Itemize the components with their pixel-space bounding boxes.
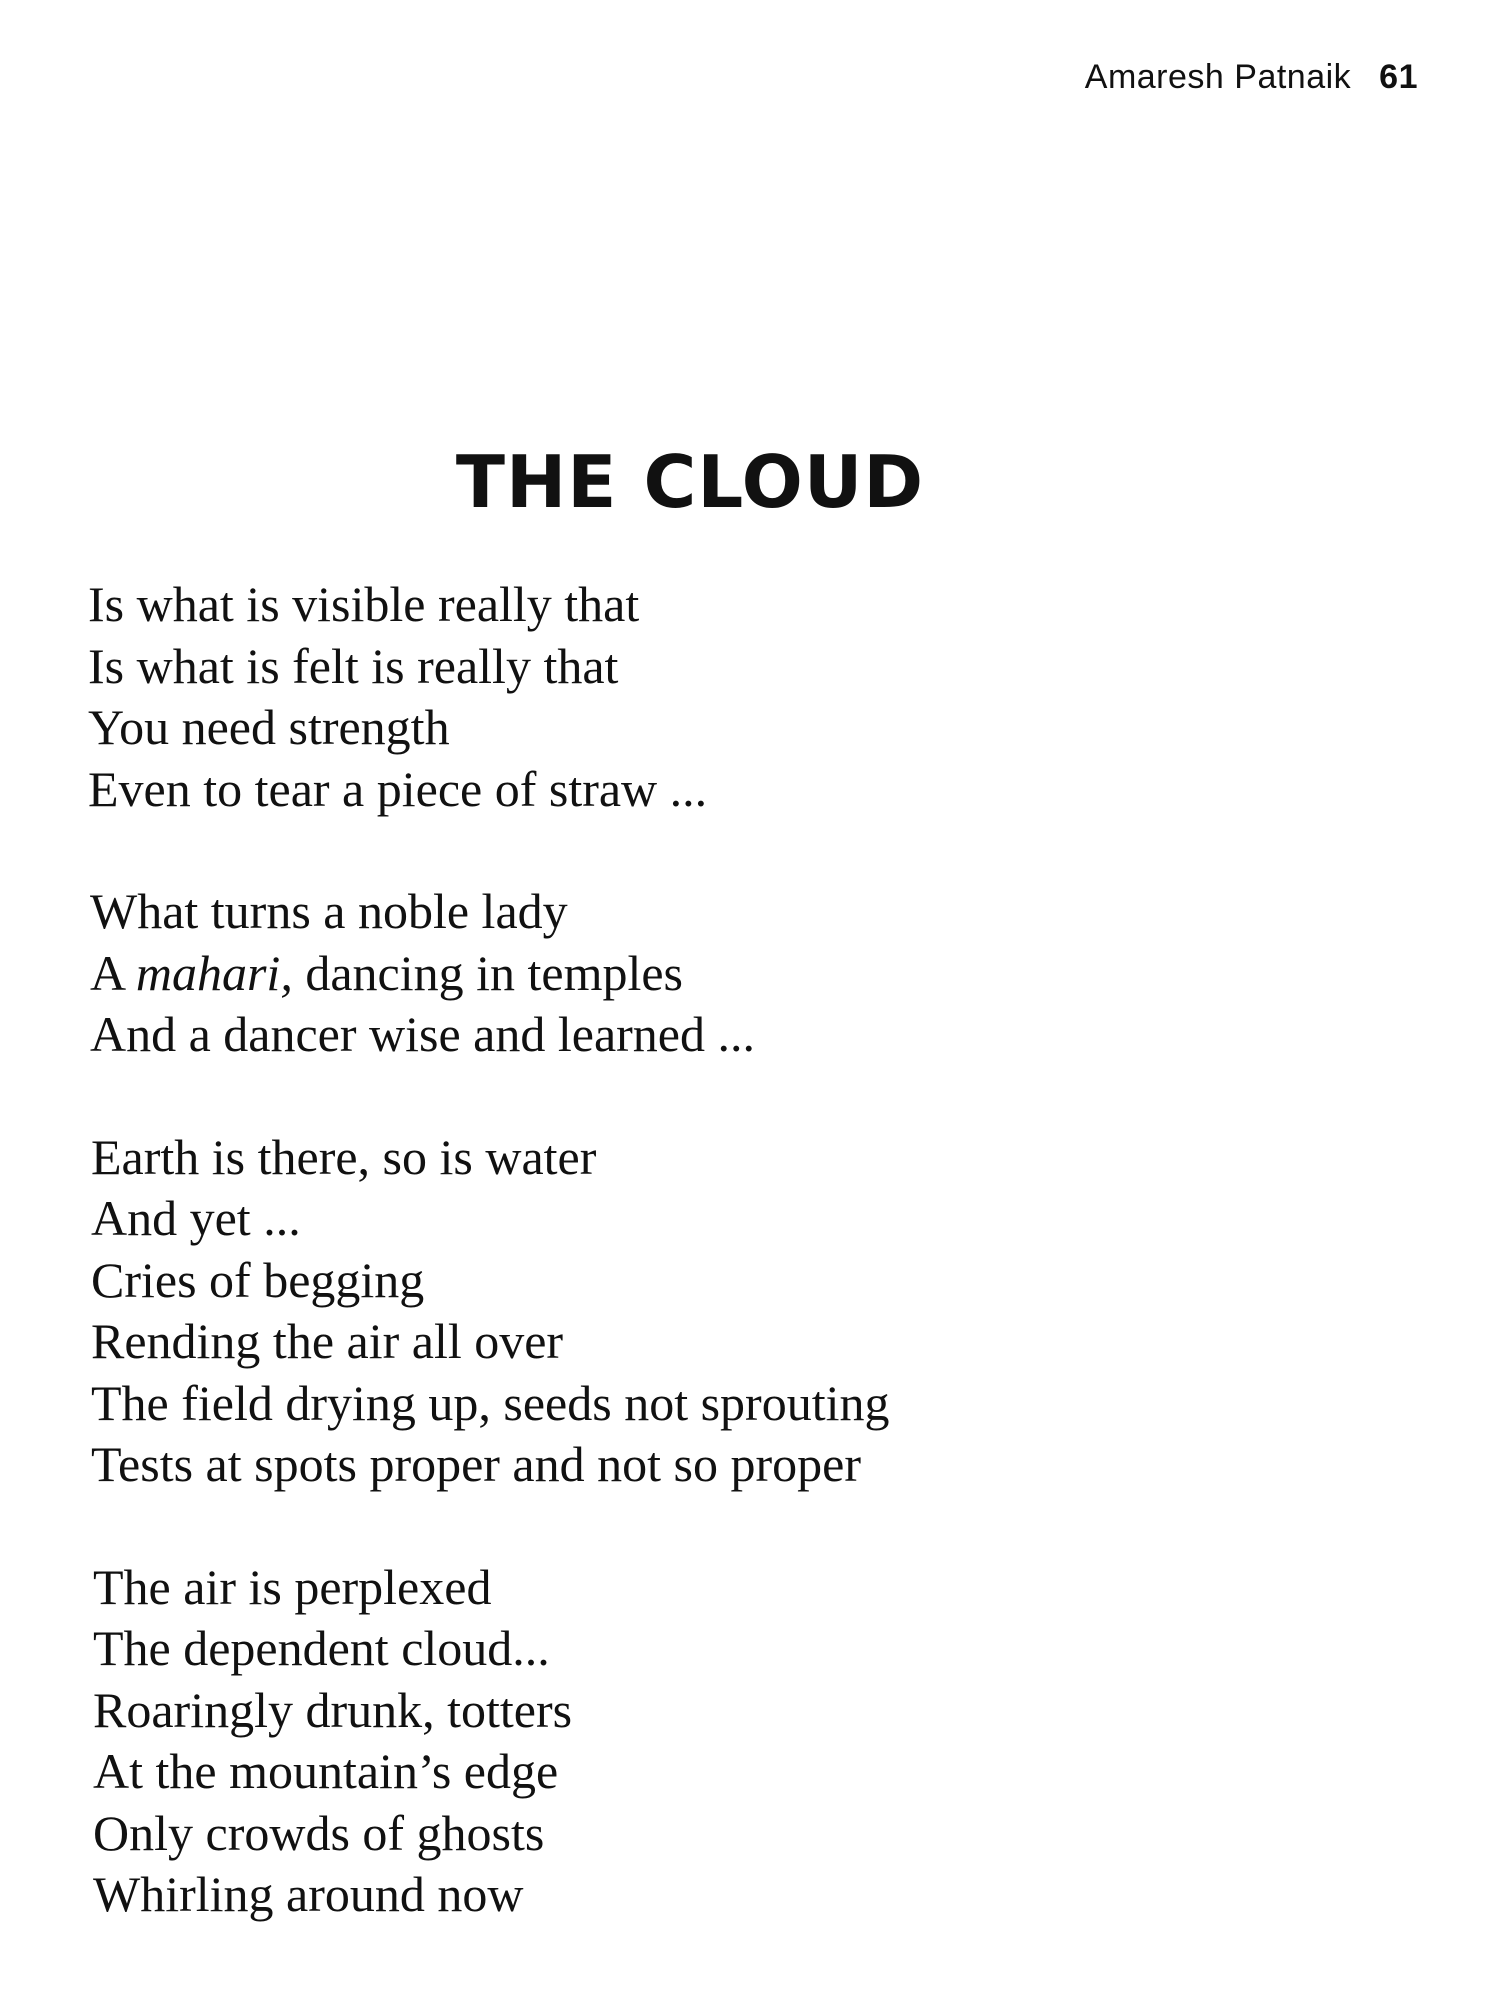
page-number: 61 — [1379, 58, 1418, 96]
poem-line: And yet ... — [91, 1190, 301, 1246]
poem-body — [88, 574, 890, 1987]
poem-line: The field drying up, seeds not sprouting — [91, 1374, 890, 1431]
running-header — [1085, 58, 1418, 97]
line-prefix: A — [90, 944, 136, 1001]
poem-line: Is what is visible really that — [88, 576, 640, 632]
author-name: Amaresh Patnaik — [1084, 58, 1352, 96]
poem-line: You need strength — [88, 699, 450, 755]
poem-line: And a dancer wise and learned ... — [90, 1006, 755, 1062]
poem-line: At the mountain’s edge — [93, 1743, 559, 1799]
poem-line: Even to tear a piece of straw ... — [88, 760, 708, 817]
stanza-3 — [91, 1127, 890, 1496]
poem-line-with-italic — [90, 943, 890, 1005]
poem-line: Tests at spots proper and not so proper — [91, 1436, 861, 1492]
poem-line: The dependent cloud... — [93, 1620, 550, 1676]
poem-line: Rending the air all over — [91, 1313, 564, 1369]
italic-word: mahari, — [135, 944, 293, 1001]
poem-line: What turns a noble lady — [90, 883, 568, 939]
poem-line: Roaringly drunk, totters — [93, 1681, 573, 1738]
poem-line: The air is perplexed — [93, 1558, 492, 1615]
poem-line: Whirling around now — [93, 1866, 524, 1922]
poem-line: Earth is there, so is water — [91, 1128, 597, 1185]
poem-title: THE CLOUD — [455, 440, 925, 524]
stanza-1 — [88, 574, 890, 820]
poem-line: Is what is felt is really that — [88, 637, 619, 694]
poem-line: Cries of begging — [91, 1251, 425, 1308]
poem-line: Only crowds of ghosts — [93, 1804, 545, 1861]
stanza-4 — [93, 1557, 890, 1926]
stanza-2 — [90, 881, 890, 1066]
line-suffix: dancing in temples — [292, 944, 684, 1001]
